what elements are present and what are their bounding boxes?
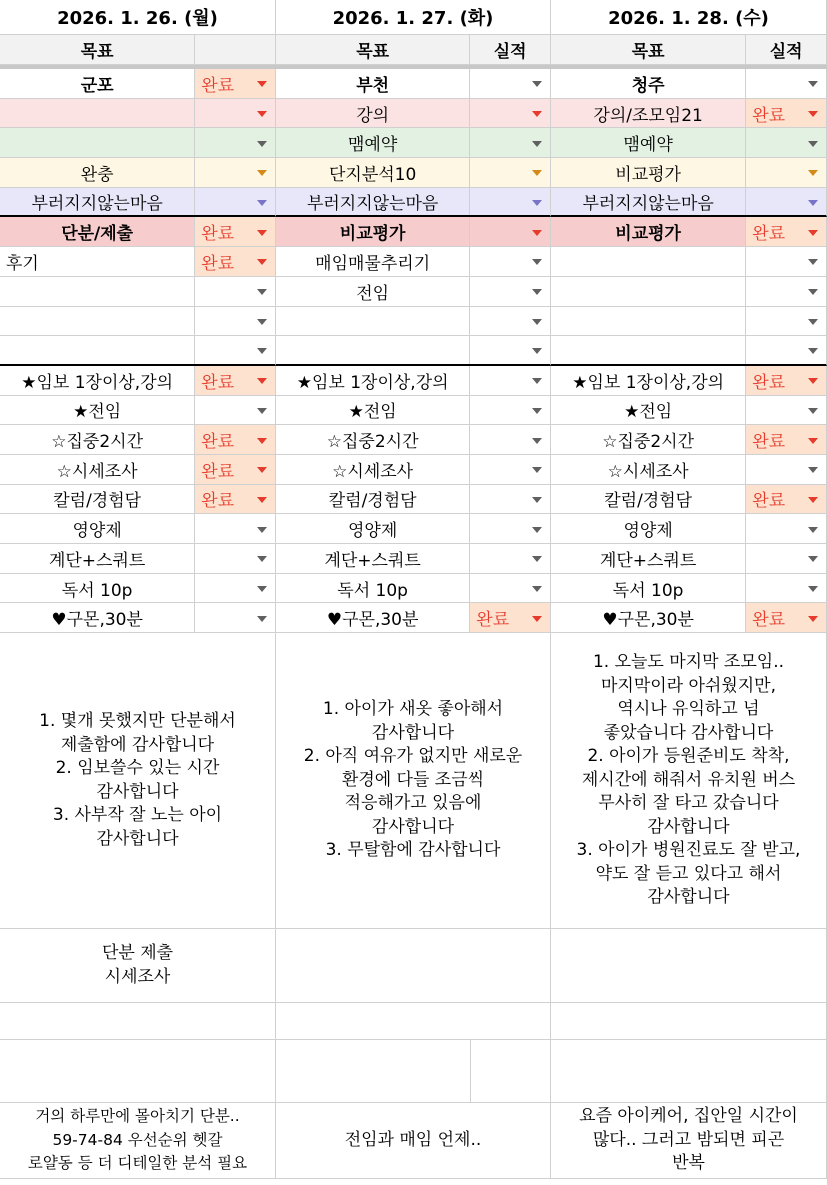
goal-cell[interactable]: 매임매물추리기: [315, 253, 431, 274]
result-cell[interactable]: [469, 69, 550, 98]
goal-cell[interactable]: [551, 336, 745, 364]
goal-cell[interactable]: 비교평가: [615, 224, 681, 245]
result-cell[interactable]: [194, 277, 275, 306]
goal-cell[interactable]: 군포: [80, 75, 114, 96]
result-column-header: [194, 35, 275, 64]
dropdown-arrow-icon[interactable]: [532, 81, 542, 87]
reflection-cell[interactable]: 거의 하루만에 몰아치기 단분.. 59-74-84 우선순위 헷갈 로얄동 등 더 디테일한 분석 필요: [0, 1103, 276, 1179]
goal-cell[interactable]: 완충: [80, 164, 114, 185]
goal-cell[interactable]: 맴예약: [623, 135, 673, 156]
dropdown-arrow-icon[interactable]: [532, 408, 542, 414]
dropdown-arrow-icon[interactable]: [808, 81, 818, 87]
top_rows-row: [0, 69, 276, 99]
top_rows-row: [551, 99, 827, 129]
mid_rows-row: [276, 247, 551, 277]
result-cell[interactable]: [469, 247, 550, 276]
goal-cell[interactable]: 독서 10p: [337, 580, 408, 601]
goal-cell[interactable]: ☆시세조사: [332, 461, 414, 482]
dropdown-arrow-icon[interactable]: [257, 348, 267, 354]
routine_rows-row: [551, 544, 827, 574]
result-cell[interactable]: [194, 128, 275, 157]
routine_rows-row: [551, 574, 827, 604]
result-cell[interactable]: [194, 514, 275, 543]
mid_rows-row: [0, 277, 276, 307]
dropdown-arrow-icon[interactable]: [532, 467, 542, 473]
top_rows-row: [0, 158, 276, 188]
goal-cell[interactable]: ☆집중2시간: [602, 432, 695, 453]
routine_rows-row: [551, 455, 827, 485]
dropdown-arrow-icon[interactable]: [257, 81, 267, 87]
result-cell[interactable]: 완료: [745, 366, 826, 395]
result-cell[interactable]: [469, 366, 550, 395]
result-cell[interactable]: 완료: [194, 425, 275, 454]
column-header-row: [0, 35, 276, 65]
dropdown-arrow-icon[interactable]: [257, 556, 267, 562]
mid_rows-row: [0, 217, 276, 247]
dropdown-arrow-icon[interactable]: [532, 438, 542, 444]
dropdown-arrow-icon[interactable]: [257, 319, 267, 325]
result-cell[interactable]: 완료: [469, 603, 550, 632]
routine_rows-row: [551, 366, 827, 396]
dropdown-arrow-icon[interactable]: [257, 200, 267, 206]
note-cell[interactable]: [551, 1003, 827, 1040]
goal-cell[interactable]: 독서 10p: [61, 580, 133, 601]
goal-cell[interactable]: 부러지지않는마음: [306, 194, 439, 215]
dropdown-arrow-icon[interactable]: [257, 467, 267, 473]
dropdown-arrow-icon[interactable]: [532, 319, 542, 325]
goal-cell[interactable]: ★임보 1장이상,강의: [572, 372, 725, 393]
routine_rows-row: [0, 366, 276, 396]
dropdown-arrow-icon[interactable]: [532, 289, 542, 295]
note-cell[interactable]: [0, 1040, 276, 1103]
goal-cell[interactable]: [0, 128, 194, 157]
routine_rows-row: [276, 425, 551, 455]
top_rows-row: [0, 128, 276, 158]
dropdown-arrow-icon[interactable]: [808, 259, 818, 265]
result-cell[interactable]: [469, 455, 550, 484]
result-cell[interactable]: [194, 307, 275, 336]
gratitude-cell[interactable]: 1. 몇개 못했지만 단분해서 제출함에 감사합니다 2. 임보쓸수 있는 시간 감사합니다 3. 사부작 잘 노는 아이 감사합니다: [0, 633, 276, 929]
result-cell[interactable]: [745, 514, 826, 543]
dropdown-arrow-icon[interactable]: [257, 259, 267, 265]
day-column-2: [551, 0, 827, 1179]
mid_rows-row: [276, 277, 551, 307]
result-cell[interactable]: 완료: [745, 603, 826, 632]
result-cell[interactable]: 완료: [194, 455, 275, 484]
result-cell[interactable]: [194, 544, 275, 573]
goal-cell[interactable]: ♥구몬,30분: [602, 610, 694, 631]
dropdown-arrow-icon[interactable]: [808, 467, 818, 473]
goal-cell[interactable]: ♥구몬,30분: [51, 610, 143, 631]
goal-cell[interactable]: ☆시세조사: [56, 461, 138, 482]
goal-cell[interactable]: ☆집중2시간: [51, 432, 144, 453]
result-cell[interactable]: [745, 188, 826, 216]
goal-column-header: 목표: [80, 42, 114, 62]
result-cell[interactable]: 완료: [745, 217, 826, 246]
dropdown-arrow-icon[interactable]: [532, 141, 542, 147]
result-cell[interactable]: [194, 603, 275, 632]
dropdown-arrow-icon[interactable]: [808, 348, 818, 354]
result-cell[interactable]: [745, 455, 826, 484]
result-cell[interactable]: [194, 574, 275, 603]
day-column-1: [276, 0, 551, 1179]
dropdown-arrow-icon[interactable]: [532, 556, 542, 562]
routine_rows-row: [0, 544, 276, 574]
date-header: 2026. 1. 27. (화): [276, 0, 551, 35]
top_rows-row: [276, 69, 551, 99]
goal-cell[interactable]: ★전임: [624, 402, 673, 423]
result-cell[interactable]: [469, 217, 550, 246]
routine_rows-row: [0, 396, 276, 426]
goal-cell[interactable]: [276, 336, 469, 364]
result-cell[interactable]: [469, 188, 550, 216]
result-cell[interactable]: [194, 396, 275, 425]
summary-cell[interactable]: [276, 929, 551, 1003]
goal-cell[interactable]: [0, 277, 194, 306]
dropdown-arrow-icon[interactable]: [808, 616, 818, 622]
dropdown-arrow-icon[interactable]: [257, 438, 267, 444]
column-header-row: [551, 35, 827, 65]
goal-cell[interactable]: ☆집중2시간: [326, 432, 419, 453]
gratitude-cell[interactable]: 1. 아이가 새옷 좋아해서 감사합니다 2. 아직 여유가 없지만 새로운 환경에 다들 조금씩 적응해가고 있음에 감사합니다 3. 무탈함에 감사합니다: [276, 633, 551, 929]
goal-cell[interactable]: 계단+스쿼트: [324, 550, 421, 571]
routine_rows-row: [551, 603, 827, 633]
note-cell[interactable]: [551, 1040, 827, 1103]
routine_rows-row: [0, 455, 276, 485]
result-column-header: 실적: [469, 35, 550, 64]
top_rows-row: [276, 158, 551, 188]
goal-column-header: 목표: [356, 42, 390, 62]
mid_rows-row: [551, 217, 827, 247]
dropdown-arrow-icon[interactable]: [257, 497, 267, 503]
result-cell[interactable]: [745, 307, 826, 336]
goal-cell[interactable]: 단지분석10: [328, 164, 417, 185]
result-cell[interactable]: [194, 336, 275, 364]
note-cell[interactable]: [276, 1003, 551, 1040]
goal-cell[interactable]: [276, 307, 469, 336]
result-cell[interactable]: 완료: [194, 69, 275, 98]
goal-cell[interactable]: [0, 336, 194, 364]
dropdown-arrow-icon[interactable]: [257, 616, 267, 622]
result-cell[interactable]: [745, 544, 826, 573]
result-cell[interactable]: [194, 188, 275, 216]
goal-cell[interactable]: ★전임: [348, 402, 397, 423]
result-cell[interactable]: 완료: [745, 425, 826, 454]
result-cell[interactable]: [469, 307, 550, 336]
goal-cell[interactable]: 영양제: [348, 521, 398, 542]
result-cell[interactable]: [469, 485, 550, 514]
goal-cell[interactable]: [0, 307, 194, 336]
routine_rows-row: [276, 396, 551, 426]
dropdown-arrow-icon[interactable]: [808, 230, 818, 236]
top_rows-row: [0, 188, 276, 218]
mid_rows-row: [276, 217, 551, 247]
result-cell[interactable]: 완료: [745, 99, 826, 128]
reflection-cell[interactable]: 전임과 매임 언제..: [276, 1103, 551, 1179]
result-cell[interactable]: [469, 128, 550, 157]
result-cell[interactable]: [745, 128, 826, 157]
dropdown-arrow-icon[interactable]: [532, 348, 542, 354]
dropdown-arrow-icon[interactable]: [808, 170, 818, 176]
dropdown-arrow-icon[interactable]: [808, 141, 818, 147]
goal-cell[interactable]: 후기: [6, 253, 39, 274]
goal-cell[interactable]: 부러지지않는마음: [31, 194, 163, 215]
routine_rows-row: [276, 603, 551, 633]
dropdown-arrow-icon[interactable]: [257, 289, 267, 295]
dropdown-arrow-icon[interactable]: [532, 259, 542, 265]
result-cell[interactable]: [745, 69, 826, 98]
top_rows-row: [551, 188, 827, 218]
routine_rows-row: [551, 396, 827, 426]
result-cell[interactable]: 완료: [745, 485, 826, 514]
dropdown-arrow-icon[interactable]: [808, 497, 818, 503]
goal-cell[interactable]: 강의/조모임21: [593, 105, 703, 126]
goal-cell[interactable]: 강의: [356, 105, 390, 126]
top_rows-row: [0, 99, 276, 129]
goal-cell[interactable]: 독서 10p: [612, 580, 684, 601]
result-cell[interactable]: 완료: [194, 247, 275, 276]
dropdown-arrow-icon[interactable]: [257, 378, 267, 384]
top_rows-row: [551, 128, 827, 158]
mid_rows-row: [551, 336, 827, 366]
dropdown-arrow-icon[interactable]: [257, 141, 267, 147]
top_rows-row: [276, 188, 551, 218]
goal-cell[interactable]: 계단+스쿼트: [48, 550, 146, 571]
goal-cell[interactable]: 영양제: [623, 521, 673, 542]
goal-cell[interactable]: 계단+스쿼트: [599, 550, 697, 571]
dropdown-arrow-icon[interactable]: [532, 497, 542, 503]
dropdown-arrow-icon[interactable]: [808, 586, 818, 592]
mid_rows-row: [276, 307, 551, 337]
routine_rows-row: [276, 514, 551, 544]
goal-cell[interactable]: 비교평가: [339, 224, 406, 245]
result-cell[interactable]: [745, 277, 826, 306]
goal-cell[interactable]: ☆시세조사: [607, 461, 689, 482]
dropdown-arrow-icon[interactable]: [808, 408, 818, 414]
mid_rows-row: [0, 336, 276, 366]
mid_rows-row: [276, 336, 551, 366]
goal-cell[interactable]: [551, 277, 745, 306]
routine_rows-row: [551, 425, 827, 455]
goal-cell[interactable]: ★전임: [73, 402, 122, 423]
goal-cell[interactable]: 칼럼/경험담: [53, 491, 142, 512]
note-subcell[interactable]: [471, 1040, 550, 1102]
result-cell[interactable]: [469, 396, 550, 425]
summary-cell[interactable]: 단분 제출 시세조사: [0, 929, 276, 1003]
date-header: 2026. 1. 26. (월): [0, 0, 276, 35]
result-column-header: 실적: [745, 35, 826, 64]
result-cell[interactable]: [194, 158, 275, 187]
date-header: 2026. 1. 28. (수): [551, 0, 827, 35]
dropdown-arrow-icon[interactable]: [808, 111, 818, 117]
goal-cell[interactable]: [0, 99, 194, 128]
routine_rows-row: [276, 544, 551, 574]
routine_rows-row: [276, 485, 551, 515]
result-cell[interactable]: [469, 99, 550, 128]
dropdown-arrow-icon[interactable]: [257, 170, 267, 176]
routine_rows-row: [276, 455, 551, 485]
routine_rows-row: [0, 485, 276, 515]
dropdown-arrow-icon[interactable]: [532, 111, 542, 117]
routine_rows-row: [276, 366, 551, 396]
routine_rows-row: [276, 574, 551, 604]
routine_rows-row: [0, 574, 276, 604]
result-cell[interactable]: [745, 396, 826, 425]
mid_rows-row: [0, 307, 276, 337]
result-cell[interactable]: [745, 247, 826, 276]
goal-cell[interactable]: 칼럼/경험담: [328, 491, 417, 512]
goal-cell[interactable]: ★임보 1장이상,강의: [21, 372, 174, 393]
dropdown-arrow-icon[interactable]: [808, 438, 818, 444]
result-cell[interactable]: [469, 425, 550, 454]
result-cell[interactable]: [469, 574, 550, 603]
dropdown-arrow-icon[interactable]: [532, 586, 542, 592]
top_rows-row: [276, 99, 551, 129]
goal-cell[interactable]: 영양제: [72, 521, 122, 542]
dropdown-arrow-icon[interactable]: [257, 111, 267, 117]
dropdown-arrow-icon[interactable]: [808, 289, 818, 295]
result-cell[interactable]: [469, 336, 550, 364]
column-header-row: [276, 35, 551, 65]
top_rows-row: [551, 69, 827, 99]
goal-cell[interactable]: 단분/제출: [61, 224, 134, 245]
result-cell[interactable]: [469, 514, 550, 543]
note-cell[interactable]: [276, 1040, 551, 1103]
result-cell[interactable]: [745, 336, 826, 364]
goal-cell[interactable]: 칼럼/경험담: [604, 491, 693, 512]
note-subcell[interactable]: [276, 1040, 471, 1102]
result-cell[interactable]: [745, 574, 826, 603]
routine_rows-row: [0, 603, 276, 633]
routine_rows-row: [551, 514, 827, 544]
dropdown-arrow-icon[interactable]: [532, 616, 542, 622]
summary-cell[interactable]: [551, 929, 827, 1003]
mid_rows-row: [0, 247, 276, 277]
result-cell[interactable]: 완료: [194, 366, 275, 395]
result-cell[interactable]: [469, 277, 550, 306]
result-cell[interactable]: 완료: [194, 217, 275, 246]
mid_rows-row: [551, 307, 827, 337]
dropdown-arrow-icon[interactable]: [808, 378, 818, 384]
dropdown-arrow-icon[interactable]: [532, 170, 542, 176]
goal-cell[interactable]: ♥구몬,30분: [326, 610, 419, 631]
routine_rows-row: [0, 425, 276, 455]
result-cell[interactable]: [469, 158, 550, 187]
dropdown-arrow-icon[interactable]: [257, 408, 267, 414]
goal-cell[interactable]: ★임보 1장이상,강의: [296, 372, 449, 393]
goal-cell[interactable]: 부천: [356, 75, 390, 96]
goal-cell[interactable]: [551, 247, 745, 276]
goal-cell[interactable]: 비교평가: [615, 164, 681, 185]
gratitude-cell[interactable]: 1. 오늘도 마지막 조모임.. 마지막이라 아쉬웠지만, 역시나 유익하고 넘 좋았습니다 감사합니다 2. 아이가 등원준비도 착착, 제시간에 해줘서 유치원 버스 무사히 잘 타고 갔습니다 감사합니다 3. 아이가 병원진료도 잘 받고, 약도 잘 듣고 있다고 해서 감사합니다: [551, 633, 827, 929]
reflection-cell[interactable]: 요즘 아이케어, 집안일 시간이 많다.. 그러고 밤되면 피곤 반복: [551, 1103, 827, 1179]
dropdown-arrow-icon[interactable]: [532, 230, 542, 236]
dropdown-arrow-icon[interactable]: [532, 200, 542, 206]
top_rows-row: [551, 158, 827, 188]
dropdown-arrow-icon[interactable]: [808, 319, 818, 325]
dropdown-arrow-icon[interactable]: [257, 586, 267, 592]
routine_rows-row: [0, 514, 276, 544]
dropdown-arrow-icon[interactable]: [532, 527, 542, 533]
dropdown-arrow-icon[interactable]: [257, 230, 267, 236]
dropdown-arrow-icon[interactable]: [808, 556, 818, 562]
dropdown-arrow-icon[interactable]: [808, 200, 818, 206]
goal-cell[interactable]: 맴예약: [348, 135, 398, 156]
day-column-0: [0, 0, 276, 1179]
routine_rows-row: [551, 485, 827, 515]
dropdown-arrow-icon[interactable]: [257, 527, 267, 533]
goal-cell[interactable]: 부러지지않는마음: [582, 194, 714, 215]
goal-column-header: 목표: [631, 42, 665, 62]
dropdown-arrow-icon[interactable]: [532, 378, 542, 384]
top_rows-row: [276, 128, 551, 158]
result-cell[interactable]: 완료: [194, 485, 275, 514]
mid_rows-row: [551, 277, 827, 307]
result-cell[interactable]: [745, 158, 826, 187]
goal-cell[interactable]: [551, 307, 745, 336]
result-cell[interactable]: [469, 544, 550, 573]
mid_rows-row: [551, 247, 827, 277]
goal-cell[interactable]: 청주: [631, 75, 665, 96]
dropdown-arrow-icon[interactable]: [808, 527, 818, 533]
goal-cell[interactable]: 전임: [356, 283, 390, 304]
note-cell[interactable]: [0, 1003, 276, 1040]
result-cell[interactable]: [194, 99, 275, 128]
